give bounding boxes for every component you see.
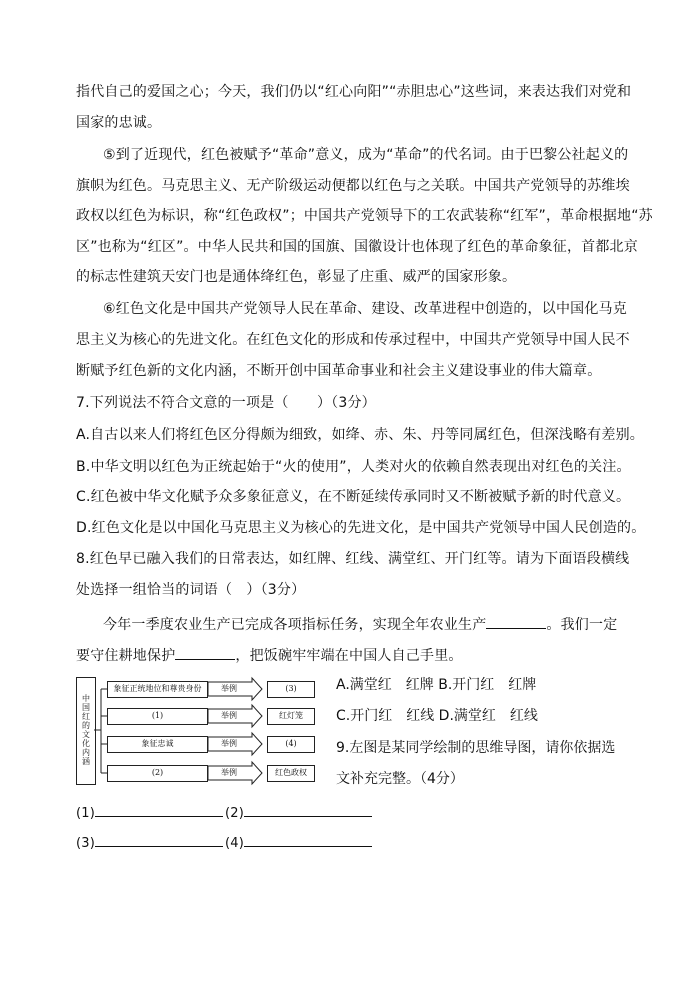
question-8-options-cd: C.开门红 红线 D.满堂红 红线 bbox=[336, 708, 538, 724]
mind-map-example-blank: (3) bbox=[267, 681, 315, 698]
example-arrow-label: 举例 bbox=[221, 768, 237, 777]
answer-blank[interactable] bbox=[95, 832, 223, 847]
mind-map-node-blank: (2) bbox=[107, 765, 208, 782]
passage-line: ⑤到了近现代，红色被赋予“革命”意义，成为“革命”的代名词。由于巴黎公社起义的 bbox=[103, 147, 629, 163]
example-arrow-label: 举例 bbox=[221, 684, 237, 693]
option-a: A.自古以来人们将红色区分得颇为细致，如绛、赤、朱、丹等同属红色，但深浅略有差别。 bbox=[76, 427, 644, 443]
answer-blank[interactable] bbox=[244, 802, 372, 817]
answer-3: (3) bbox=[76, 832, 223, 854]
passage-line: 思主义为核心的先进文化。在红色文化的形成和传承过程中，中国共产党领导中国人民不 bbox=[76, 332, 630, 348]
mind-map-root-label: 中国红的文化内涵 bbox=[82, 694, 90, 766]
question-8-options-ab: A.满堂红 红牌 B.开门红 红牌 bbox=[336, 677, 537, 693]
question-9-stem: 文补充完整。（4分） bbox=[336, 771, 464, 787]
answer-4: (4) bbox=[225, 832, 372, 854]
question-8-sentence: 要守住耕地保护 ，把饭碗牢牢端在中国人自己手里。 bbox=[76, 644, 463, 666]
question-9-stem: 9.左图是某同学绘制的思维导图，请你依据选 bbox=[336, 740, 616, 756]
question-8-stem: 8.红色早已融入我们的日常表达，如红牌、红线、满堂红、开门红等。请为下面语段横线 bbox=[76, 551, 630, 567]
mind-map-example-blank: (4) bbox=[267, 736, 315, 753]
mind-map-node: 象征忠诚 bbox=[107, 736, 208, 753]
passage-line: 区”也称为“红区”。中华人民共和国的国旗、国徽设计也体现了红色的革命象征，首都北京 bbox=[76, 239, 638, 255]
question-8-stem: 处选择一组恰当的词语（ ）（3分） bbox=[76, 582, 306, 598]
answer-blank[interactable] bbox=[95, 802, 223, 817]
mind-map-node: 象征正统地位和尊贵身份 bbox=[107, 681, 208, 698]
passage-line: ⑥红色文化是中国共产党领导人民在革命、建设、改革进程中创造的，以中国化马克 bbox=[103, 301, 627, 317]
answer-1: (1) bbox=[76, 802, 223, 824]
question-7-stem: 7.下列说法不符合文意的一项是（ ）（3分） bbox=[76, 395, 376, 411]
passage-line: 政权以红色为标识，称“红色政权”；中国共产党领导下的工农武装称“红军”，革命根据地“苏 bbox=[76, 208, 653, 224]
answer-blank[interactable] bbox=[244, 832, 372, 847]
example-arrow-label: 举例 bbox=[221, 711, 237, 720]
question-8-sentence: 今年一季度农业生产已完成各项指标任务，实现全年农业生产 。我们一定 bbox=[103, 613, 617, 635]
passage-line: 国家的忠诚。 bbox=[76, 115, 162, 131]
passage-line: 的标志性建筑天安门也是通体绛红色，彰显了庄重、威严的国家形象。 bbox=[76, 269, 517, 285]
passage-line: 指代自己的爱国之心；今天，我们仍以“红心向阳”“赤胆忠心”这些词，来表达我们对党和 bbox=[76, 84, 632, 100]
mind-map-example: 红色政权 bbox=[267, 765, 315, 782]
mind-map-node-blank: (1) bbox=[107, 708, 208, 725]
passage-line: 旗帜为红色。马克思主义、无产阶级运动便都以红色与之关联。中国共产党领导的苏维埃 bbox=[76, 178, 630, 194]
passage-line: 断赋予红色新的文化内涵，不断开创中国革命事业和社会主义建设事业的伟大篇章。 bbox=[76, 363, 602, 379]
option-c: C.红色被中华文化赋予众多象征意义，在不断延续传承同时又不断被赋予新的时代意义。 bbox=[76, 489, 631, 505]
option-d: D.红色文化是以中国化马克思主义为核心的先进文化，是中国共产党领导中国人民创造的。 bbox=[76, 520, 646, 536]
option-b: B.中华文明以红色为正统起始于“火的使用”，人类对火的依赖自然表现出对红色的关注。 bbox=[76, 459, 631, 475]
answer-2: (2) bbox=[225, 802, 372, 824]
example-arrow-label: 举例 bbox=[221, 739, 237, 748]
mind-map-example: 红灯笼 bbox=[267, 708, 315, 725]
